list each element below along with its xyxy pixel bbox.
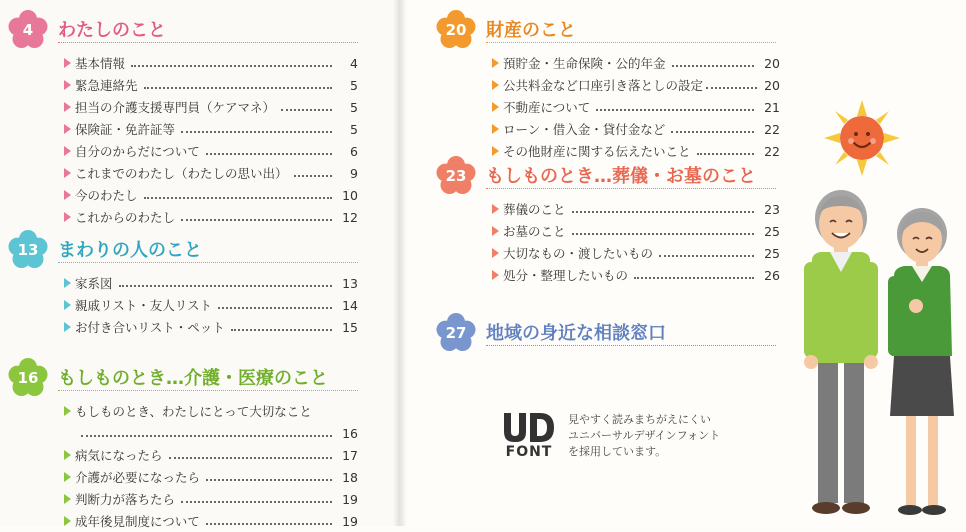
item-list bbox=[492, 52, 780, 162]
dot-leader bbox=[181, 501, 332, 503]
section-title: もしものとき…介護・医療のこと bbox=[58, 368, 328, 389]
item-page: 20 bbox=[764, 55, 780, 71]
flower-badge-icon bbox=[8, 358, 48, 398]
dot-leader bbox=[206, 153, 332, 155]
dot-leader bbox=[572, 233, 754, 235]
ud-line: 見やすく読みまちがえにくい bbox=[568, 413, 711, 426]
section-title: まわりの人のこと bbox=[58, 240, 202, 261]
list-item[interactable] bbox=[64, 316, 358, 338]
list-item[interactable] bbox=[64, 96, 358, 118]
item-page: 6 bbox=[350, 143, 358, 159]
triangle-bullet-icon bbox=[64, 212, 71, 222]
section-number: 27 bbox=[445, 324, 467, 342]
triangle-bullet-icon bbox=[64, 322, 71, 332]
item-label: お付き合いリスト・ペット bbox=[75, 320, 225, 335]
section-kaigo bbox=[8, 360, 358, 532]
list-item[interactable] bbox=[64, 272, 358, 294]
item-list bbox=[64, 52, 358, 228]
section-number: 23 bbox=[445, 167, 467, 185]
dot-leader bbox=[596, 109, 754, 111]
section-underline bbox=[486, 188, 776, 189]
grandmother-illustration-icon bbox=[886, 206, 958, 524]
section-mawari bbox=[8, 232, 358, 338]
item-label: お墓のこと bbox=[503, 224, 566, 239]
item-label: 病気になったら bbox=[75, 448, 163, 463]
list-item[interactable] bbox=[64, 118, 358, 140]
ud-font-logo bbox=[502, 410, 556, 464]
item-page: 17 bbox=[342, 447, 358, 463]
triangle-bullet-icon bbox=[64, 472, 71, 482]
item-label: 今のわたし bbox=[75, 188, 138, 203]
triangle-bullet-icon bbox=[64, 58, 71, 68]
list-item[interactable] bbox=[492, 198, 780, 220]
section-header bbox=[436, 12, 780, 46]
item-label: これまでのわたし（わたしの思い出） bbox=[75, 166, 288, 181]
list-item[interactable] bbox=[64, 488, 358, 510]
triangle-bullet-icon bbox=[64, 406, 71, 416]
list-item[interactable] bbox=[64, 162, 358, 184]
item-label: これからのわたし bbox=[75, 210, 176, 225]
item-label: もしものとき、わたしにとって大切なこと bbox=[75, 404, 312, 419]
dot-leader bbox=[672, 65, 754, 67]
item-label: 保険証・免許証等 bbox=[75, 122, 176, 137]
triangle-bullet-icon bbox=[64, 450, 71, 460]
dot-leader bbox=[169, 457, 332, 459]
dot-leader bbox=[634, 277, 754, 279]
triangle-bullet-icon bbox=[492, 226, 499, 236]
list-item[interactable] bbox=[492, 96, 780, 118]
item-page: 14 bbox=[342, 297, 358, 313]
dot-leader bbox=[572, 211, 754, 213]
item-page: 16 bbox=[342, 425, 358, 441]
item-page: 21 bbox=[764, 99, 780, 115]
item-page: 22 bbox=[764, 143, 780, 159]
section-header bbox=[436, 315, 780, 349]
item-page: 25 bbox=[764, 223, 780, 239]
item-label: 処分・整理したいもの bbox=[503, 268, 629, 283]
item-label: その他財産に関する伝えたいこと bbox=[503, 144, 691, 159]
section-title: 財産のこと bbox=[486, 20, 576, 41]
item-list bbox=[64, 400, 358, 532]
dot-leader bbox=[659, 255, 754, 257]
item-page: 19 bbox=[342, 491, 358, 507]
list-item[interactable] bbox=[64, 184, 358, 206]
grandfather-illustration-icon bbox=[800, 188, 882, 524]
dot-leader bbox=[706, 87, 757, 89]
list-item[interactable] bbox=[492, 220, 780, 242]
item-page: 15 bbox=[342, 319, 358, 335]
list-item[interactable] bbox=[492, 52, 780, 74]
item-label: 親戚リスト・友人リスト bbox=[75, 298, 213, 313]
flower-badge-icon bbox=[436, 156, 476, 196]
flower-badge-icon bbox=[436, 10, 476, 50]
list-item[interactable] bbox=[64, 444, 358, 466]
item-page: 18 bbox=[342, 469, 358, 485]
dot-leader bbox=[144, 197, 332, 199]
section-number: 20 bbox=[445, 21, 467, 39]
triangle-bullet-icon bbox=[64, 494, 71, 504]
triangle-bullet-icon bbox=[64, 300, 71, 310]
item-label: 緊急連絡先 bbox=[75, 78, 138, 93]
item-page: 22 bbox=[764, 121, 780, 137]
list-item[interactable] bbox=[64, 400, 358, 422]
triangle-bullet-icon bbox=[64, 146, 71, 156]
list-item[interactable] bbox=[64, 466, 358, 488]
section-title: 地域の身近な相談窓口 bbox=[486, 323, 666, 344]
triangle-bullet-icon bbox=[64, 102, 71, 112]
list-item[interactable] bbox=[492, 118, 780, 140]
list-item[interactable] bbox=[64, 52, 358, 74]
triangle-bullet-icon bbox=[64, 190, 71, 200]
section-soudan bbox=[436, 315, 780, 349]
triangle-bullet-icon bbox=[492, 248, 499, 258]
item-label: 家系図 bbox=[75, 276, 113, 291]
section-title: もしものとき…葬儀・お墓のこと bbox=[486, 166, 756, 187]
item-page: 5 bbox=[350, 121, 358, 137]
triangle-bullet-icon bbox=[492, 58, 499, 68]
section-underline bbox=[58, 390, 358, 391]
flower-badge-icon bbox=[8, 230, 48, 270]
section-header bbox=[8, 360, 358, 394]
dot-leader bbox=[206, 523, 332, 525]
section-underline bbox=[486, 42, 776, 43]
item-page: 12 bbox=[342, 209, 358, 225]
dot-leader bbox=[119, 285, 332, 287]
ud-font-description bbox=[568, 412, 768, 460]
item-page: 20 bbox=[764, 77, 780, 93]
triangle-bullet-icon bbox=[492, 146, 499, 156]
dot-leader bbox=[131, 65, 332, 67]
dot-leader bbox=[294, 175, 332, 177]
list-item[interactable] bbox=[64, 510, 358, 532]
section-watashi bbox=[8, 12, 358, 228]
section-header bbox=[8, 12, 358, 46]
item-label: 介護が必要になったら bbox=[75, 470, 201, 485]
list-item[interactable] bbox=[492, 264, 780, 286]
item-label: 担当の介護支援専門員（ケアマネ） bbox=[75, 100, 276, 115]
flower-badge-icon bbox=[436, 313, 476, 353]
flower-badge-icon bbox=[8, 10, 48, 50]
section-header bbox=[436, 158, 780, 192]
triangle-bullet-icon bbox=[492, 204, 499, 214]
section-underline bbox=[58, 262, 358, 263]
item-label: 預貯金・生命保険・公的年金 bbox=[503, 56, 666, 71]
triangle-bullet-icon bbox=[64, 168, 71, 178]
item-label: 公共料金など口座引き落としの設定 bbox=[503, 78, 704, 93]
item-page: 13 bbox=[342, 275, 358, 291]
item-page: 4 bbox=[350, 55, 358, 71]
item-page: 23 bbox=[764, 201, 780, 217]
ud-line: ユニバーサルデザインフォント bbox=[568, 429, 721, 442]
section-header bbox=[8, 232, 358, 266]
item-list bbox=[492, 198, 780, 286]
ud-line: を採用しています。 bbox=[568, 445, 667, 458]
section-sougi bbox=[436, 158, 780, 286]
dot-leader bbox=[697, 153, 754, 155]
list-item[interactable] bbox=[64, 140, 358, 162]
item-label: 大切なもの・渡したいもの bbox=[503, 246, 654, 261]
dot-leader bbox=[218, 307, 332, 309]
dot-leader bbox=[181, 219, 332, 221]
dot-leader bbox=[231, 329, 332, 331]
item-label: 判断力が落ちたら bbox=[75, 492, 176, 507]
item-list bbox=[64, 272, 358, 338]
item-page: 26 bbox=[764, 267, 780, 283]
list-item-continued[interactable] bbox=[64, 422, 358, 444]
item-page: 10 bbox=[342, 187, 358, 203]
item-page: 19 bbox=[342, 513, 358, 529]
triangle-bullet-icon bbox=[492, 270, 499, 280]
item-label: 成年後見制度について bbox=[75, 514, 200, 529]
item-page: 5 bbox=[350, 77, 358, 93]
list-item[interactable] bbox=[492, 74, 780, 96]
section-title: わたしのこと bbox=[58, 20, 166, 41]
list-item[interactable] bbox=[64, 206, 358, 228]
item-page: 25 bbox=[764, 245, 780, 261]
triangle-bullet-icon bbox=[64, 80, 71, 90]
item-label: 自分のからだについて bbox=[75, 144, 200, 159]
section-number: 16 bbox=[17, 369, 39, 387]
triangle-bullet-icon bbox=[492, 124, 499, 134]
item-page: 5 bbox=[350, 99, 358, 115]
triangle-bullet-icon bbox=[492, 102, 499, 112]
page-gutter bbox=[393, 0, 407, 526]
item-page: 9 bbox=[350, 165, 358, 181]
section-underline bbox=[486, 345, 776, 346]
dot-leader bbox=[81, 435, 332, 437]
dot-leader bbox=[206, 479, 332, 481]
section-number: 13 bbox=[17, 241, 39, 259]
sun-illustration-icon bbox=[822, 98, 902, 178]
section-zaisan bbox=[436, 12, 780, 162]
triangle-bullet-icon bbox=[64, 516, 71, 526]
item-label: ローン・借入金・貸付金など bbox=[503, 122, 666, 137]
ud-logo-text: FONT bbox=[505, 444, 553, 460]
triangle-bullet-icon bbox=[64, 124, 71, 134]
dot-leader bbox=[671, 131, 754, 133]
item-label: 基本情報 bbox=[75, 56, 126, 71]
dot-leader bbox=[281, 109, 332, 111]
list-item[interactable] bbox=[64, 74, 358, 96]
section-underline bbox=[58, 42, 358, 43]
section-number: 4 bbox=[22, 21, 34, 39]
triangle-bullet-icon bbox=[64, 278, 71, 288]
dot-leader bbox=[181, 131, 332, 133]
dot-leader bbox=[144, 87, 332, 89]
triangle-bullet-icon bbox=[492, 80, 499, 90]
list-item[interactable] bbox=[492, 242, 780, 264]
list-item[interactable] bbox=[64, 294, 358, 316]
item-label: 不動産について bbox=[503, 100, 591, 115]
item-label: 葬儀のこと bbox=[503, 202, 566, 217]
